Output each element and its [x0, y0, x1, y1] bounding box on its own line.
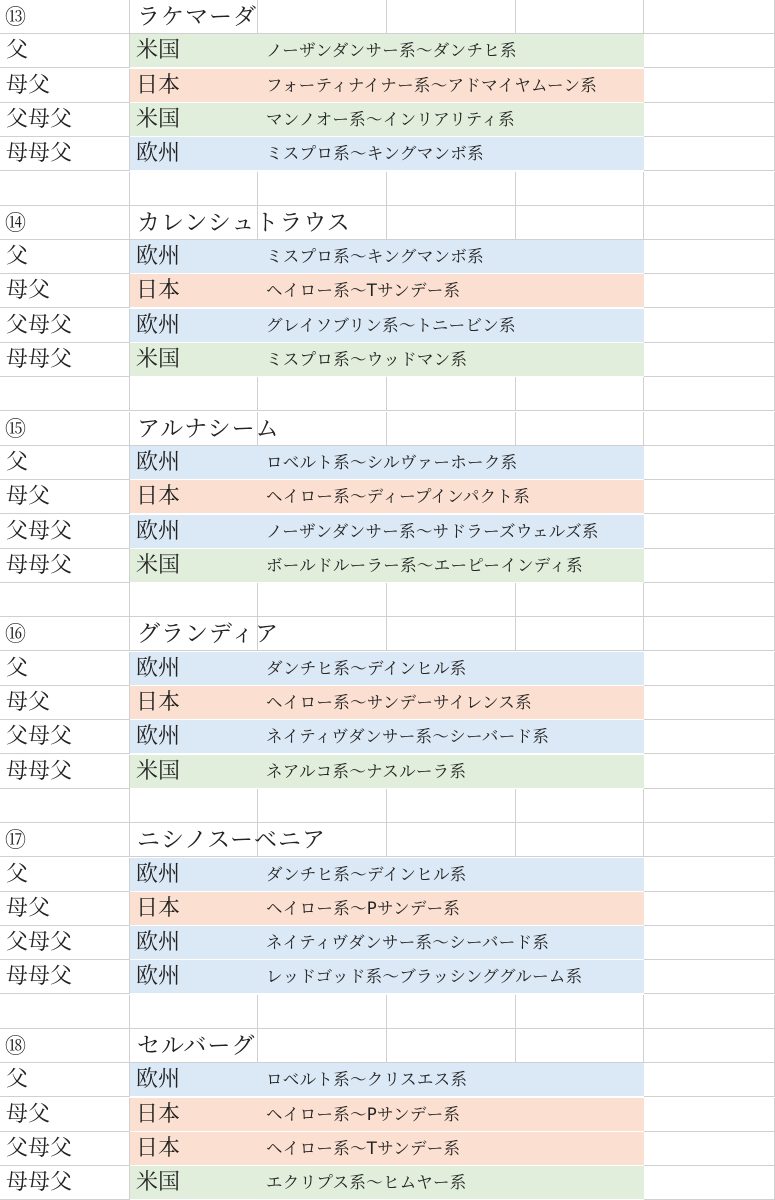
sire-line-cell: フォーティナイナー系～アドマイヤムーン系: [266, 75, 598, 95]
pedigree-row: [0, 515, 775, 549]
pedigree-row: [0, 1098, 775, 1132]
region-cell: 欧州: [136, 1067, 181, 1093]
horse-name: カレンシュトラウス: [137, 209, 351, 236]
pedigree-row: [0, 480, 775, 514]
relation-label: 父: [6, 449, 29, 475]
grid-cell[interactable]: [644, 480, 775, 514]
region-cell: 欧州: [136, 518, 181, 544]
grid-cell[interactable]: [644, 274, 775, 308]
grid-cell[interactable]: [387, 823, 516, 857]
region-cell: 日本: [136, 72, 181, 98]
grid-cell[interactable]: [387, 412, 516, 446]
grid-cell[interactable]: [644, 686, 775, 720]
pedigree-row: [0, 240, 775, 274]
grid-cell[interactable]: [387, 172, 516, 206]
grid-cell[interactable]: [644, 309, 775, 343]
horse-header-row: [0, 1029, 775, 1063]
relation-label: 母母父: [6, 1170, 73, 1196]
grid-cell[interactable]: [644, 652, 775, 686]
grid-cell[interactable]: [387, 0, 516, 34]
horse-number: ⑭: [5, 210, 26, 235]
sire-line-cell: ダンチヒ系～デインヒル系: [266, 864, 467, 884]
sire-line-cell: ミスプロ系～キングマンボ系: [266, 247, 484, 267]
relation-label: 母母父: [6, 141, 73, 167]
grid-cell[interactable]: [130, 995, 258, 1029]
horse-number: ⑯: [5, 622, 26, 647]
grid-cell[interactable]: [644, 69, 775, 103]
region-cell: 欧州: [136, 655, 181, 681]
relation-label: 母母父: [6, 347, 73, 372]
pedigree-row: [0, 686, 775, 720]
grid-cell[interactable]: [130, 172, 258, 206]
horse-header-row: [0, 0, 775, 34]
pedigree-row: [0, 69, 775, 103]
horse-name: ラケマーダ: [137, 4, 257, 30]
relation-label: 母父: [6, 1101, 51, 1127]
grid-cell[interactable]: [258, 789, 387, 823]
grid-cell[interactable]: [644, 412, 775, 446]
sire-line-cell: ヘイロー系～サンデーサイレンス系: [266, 693, 532, 712]
region-cell: 米国: [136, 1170, 181, 1196]
grid-cell[interactable]: [516, 206, 644, 240]
grid-cell[interactable]: [644, 343, 775, 377]
grid-cell[interactable]: [0, 789, 130, 823]
sire-line-cell: ロベルト系～シルヴァーホーク系: [266, 452, 518, 472]
pedigree-row: [0, 103, 775, 137]
region-cell: 日本: [136, 690, 181, 715]
grid-cell[interactable]: [516, 789, 644, 823]
pedigree-row: [0, 926, 775, 960]
sire-line-cell: マンノオー系～インリアリティ系: [266, 109, 515, 129]
grid-cell[interactable]: [516, 1029, 644, 1063]
relation-label: 母父: [6, 278, 51, 304]
relation-label: 父母父: [6, 106, 73, 132]
grid-cell[interactable]: [516, 172, 644, 206]
blank-row: [0, 789, 775, 823]
relation-label: 父: [6, 38, 29, 64]
grid-cell[interactable]: [644, 1132, 775, 1166]
grid-cell[interactable]: [644, 1166, 775, 1200]
region-cell: 米国: [136, 758, 181, 784]
sire-line-cell: ネアルコ系～ナスルーラ系: [266, 761, 467, 781]
sire-line-cell: ヘイロー系～Pサンデー系: [266, 1104, 461, 1124]
pedigree-row: [0, 1063, 775, 1097]
grid-cell[interactable]: [644, 549, 775, 583]
horse-header-row: [0, 617, 775, 651]
grid-cell[interactable]: [258, 172, 387, 206]
relation-label: 父: [6, 244, 29, 270]
relation-label: 母母父: [6, 552, 73, 578]
grid-cell[interactable]: [258, 583, 387, 617]
relation-label: 父: [6, 655, 29, 681]
relation-label: 父母父: [6, 1135, 73, 1161]
horse-name: セルバーグ: [137, 1033, 256, 1059]
relation-label: 母父: [6, 72, 51, 98]
grid-cell[interactable]: [644, 172, 775, 206]
sire-line-cell: ボールドルーラー系～エーピーインディ系: [266, 555, 583, 575]
pedigree-row: [0, 960, 775, 994]
horse-name: ニシノスーベニア: [137, 827, 327, 854]
region-cell: 米国: [136, 347, 181, 372]
relation-label: 母父: [6, 690, 51, 715]
horse-name: アルナシーム: [137, 415, 280, 442]
region-cell: 欧州: [136, 861, 181, 887]
relation-label: 父: [6, 861, 29, 887]
pedigree-row: [0, 1166, 775, 1200]
grid-cell[interactable]: [644, 137, 775, 171]
grid-cell[interactable]: [387, 617, 516, 651]
region-cell: 欧州: [136, 312, 181, 338]
sire-line-cell: ノーザンダンサー系～ダンチヒ系: [266, 41, 517, 61]
sire-line-cell: ミスプロ系～キングマンボ系: [266, 144, 484, 164]
grid-cell[interactable]: [387, 377, 516, 411]
relation-label: 母父: [6, 895, 51, 921]
horse-number: ⑮: [5, 416, 26, 441]
grid-cell[interactable]: [387, 206, 516, 240]
grid-cell[interactable]: [644, 206, 775, 240]
pedigree-row: [0, 720, 775, 754]
grid-cell[interactable]: [258, 0, 387, 34]
grid-cell[interactable]: [0, 583, 130, 617]
relation-label: 父: [6, 1067, 29, 1093]
horse-header-row: [0, 206, 775, 240]
region-cell: 欧州: [136, 930, 181, 956]
grid-cell[interactable]: [644, 240, 775, 274]
blank-row: [0, 583, 775, 617]
horse-number: ⑰: [5, 828, 26, 853]
grid-cell[interactable]: [387, 1029, 516, 1063]
grid-cell[interactable]: [644, 995, 775, 1029]
pedigree-row: [0, 549, 775, 583]
grid-cell[interactable]: [387, 789, 516, 823]
sire-line-cell: ヘイロー系～Pサンデー系: [266, 898, 461, 918]
grid-cell[interactable]: [0, 377, 130, 411]
grid-cell[interactable]: [644, 617, 775, 651]
grid-cell[interactable]: [0, 172, 130, 206]
region-cell: 欧州: [136, 244, 181, 270]
pedigree-row: [0, 446, 775, 480]
sire-line-cell: ヘイロー系～Tサンデー系: [266, 281, 461, 301]
grid-cell[interactable]: [644, 789, 775, 823]
pedigree-row: [0, 274, 775, 308]
grid-cell[interactable]: [644, 823, 775, 857]
pedigree-row: [0, 137, 775, 171]
pedigree-row: [0, 1132, 775, 1166]
grid-cell[interactable]: [516, 617, 644, 651]
blank-row: [0, 377, 775, 411]
horse-name: グランディア: [137, 621, 280, 648]
region-cell: 日本: [136, 278, 181, 304]
sire-line-cell: ヘイロー系～Tサンデー系: [266, 1138, 461, 1158]
relation-label: 父母父: [6, 930, 73, 956]
grid-cell[interactable]: [644, 1063, 775, 1097]
grid-cell[interactable]: [644, 1098, 775, 1132]
sire-line-cell: ネイティヴダンサー系～シーバード系: [266, 933, 550, 953]
horse-number: ⑬: [5, 5, 26, 29]
horse-number: ⑱: [5, 1034, 26, 1058]
grid-cell[interactable]: [516, 995, 644, 1029]
grid-cell[interactable]: [644, 103, 775, 137]
blank-row: [0, 172, 775, 206]
grid-cell[interactable]: [516, 823, 644, 857]
grid-cell[interactable]: [258, 1029, 387, 1063]
pedigree-row: [0, 892, 775, 926]
pedigree-row: [0, 652, 775, 686]
grid-cell[interactable]: [516, 377, 644, 411]
grid-cell[interactable]: [130, 377, 258, 411]
grid-cell[interactable]: [644, 1029, 775, 1063]
grid-cell[interactable]: [644, 720, 775, 754]
grid-cell[interactable]: [130, 583, 258, 617]
grid-cell[interactable]: [644, 583, 775, 617]
blank-row: [0, 995, 775, 1029]
relation-label: 母母父: [6, 964, 73, 990]
grid-cell[interactable]: [644, 0, 775, 34]
sire-line-cell: レッドゴッド系～ブラッシンググルーム系: [266, 967, 583, 987]
pedigree-row: [0, 755, 775, 789]
region-cell: 欧州: [136, 141, 181, 167]
horse-header-row: [0, 823, 775, 857]
region-cell: 日本: [136, 484, 181, 510]
grid-cell[interactable]: [516, 412, 644, 446]
grid-cell[interactable]: [644, 515, 775, 549]
sire-line-cell: ダンチヒ系～デインヒル系: [266, 658, 467, 678]
grid-cell[interactable]: [644, 892, 775, 926]
grid-cell[interactable]: [644, 858, 775, 892]
horse-header-row: [0, 412, 775, 446]
sire-line-cell: ロベルト系～クリスエス系: [266, 1070, 468, 1090]
pedigree-row: [0, 309, 775, 343]
pedigree-row: [0, 34, 775, 68]
grid-cell[interactable]: [644, 960, 775, 994]
sire-line-cell: グレイソブリン系～トニービン系: [266, 315, 516, 335]
region-cell: 欧州: [136, 964, 181, 990]
grid-cell[interactable]: [387, 995, 516, 1029]
region-cell: 米国: [136, 38, 181, 64]
region-cell: 米国: [136, 552, 181, 578]
relation-label: 母母父: [6, 758, 73, 784]
sire-line-cell: ノーザンダンサー系～サドラーズウェルズ系: [266, 521, 599, 541]
region-cell: 日本: [136, 1101, 181, 1127]
region-cell: 欧州: [136, 449, 181, 475]
grid-cell[interactable]: [644, 377, 775, 411]
grid-cell[interactable]: [0, 995, 130, 1029]
grid-cell[interactable]: [644, 34, 775, 68]
region-cell: 米国: [136, 106, 181, 132]
relation-label: 母父: [6, 484, 51, 510]
sire-line-cell: エクリプス系～ヒムヤー系: [266, 1173, 467, 1193]
grid-cell[interactable]: [387, 583, 516, 617]
grid-cell[interactable]: [258, 377, 387, 411]
sire-line-cell: ヘイロー系～ディープインパクト系: [266, 487, 531, 507]
grid-cell[interactable]: [516, 583, 644, 617]
relation-label: 父母父: [6, 312, 73, 338]
region-cell: 欧州: [136, 724, 181, 750]
grid-cell[interactable]: [258, 995, 387, 1029]
grid-cell[interactable]: [644, 446, 775, 480]
pedigree-row: [0, 343, 775, 377]
sire-line-cell: ミスプロ系～ウッドマン系: [266, 350, 468, 369]
grid-cell[interactable]: [516, 0, 644, 34]
grid-cell[interactable]: [644, 926, 775, 960]
sire-line-cell: ネイティヴダンサー系～シーバード系: [266, 727, 550, 747]
grid-cell[interactable]: [130, 789, 258, 823]
relation-label: 父母父: [6, 724, 73, 750]
relation-label: 父母父: [6, 518, 73, 544]
pedigree-row: [0, 858, 775, 892]
grid-cell[interactable]: [644, 755, 775, 789]
region-cell: 日本: [136, 1135, 181, 1161]
region-cell: 日本: [136, 895, 181, 921]
